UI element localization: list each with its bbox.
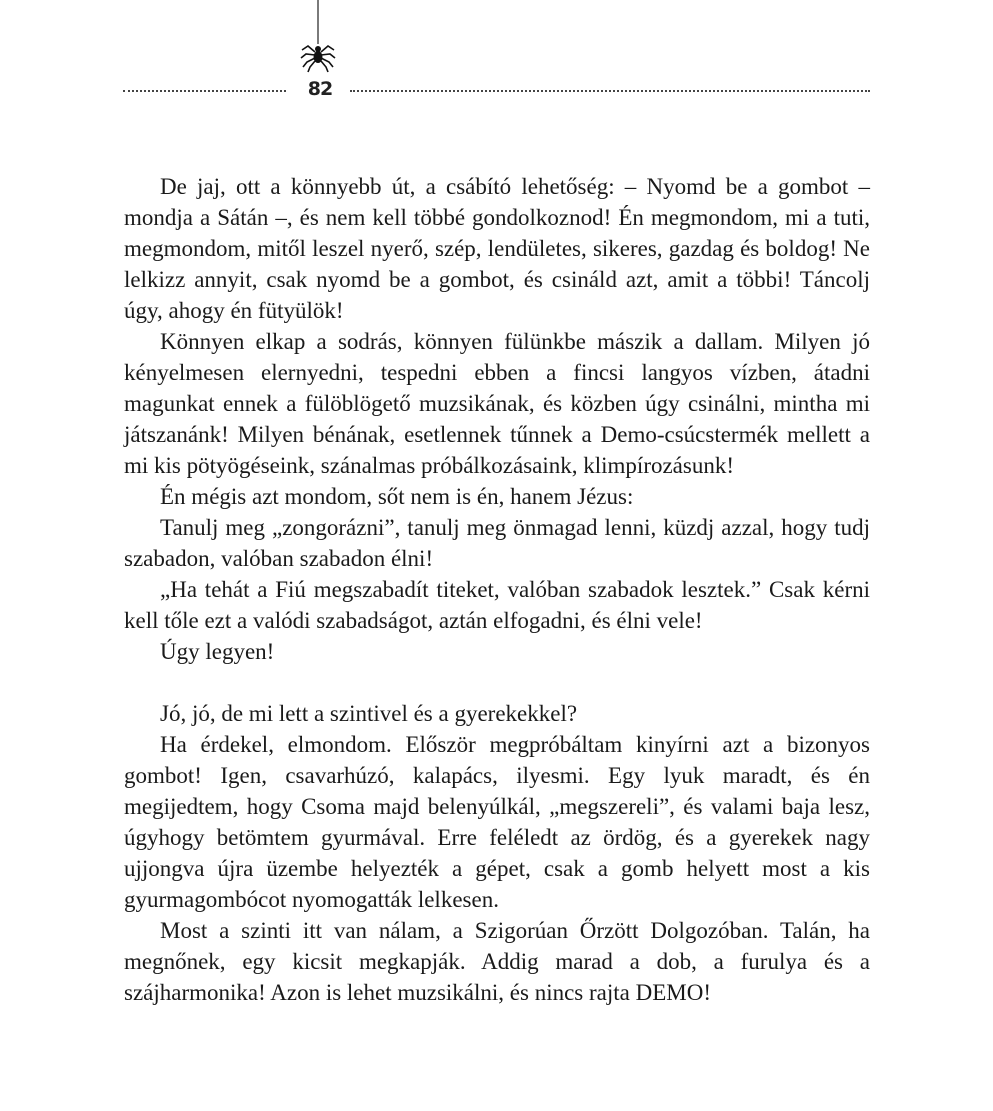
paragraph: Ha érdekel, elmondom. Először megpróbáltam kinyírni azt a bizonyos gombot! Igen, csavarhúzó, kalapács, ilyesmi. Egy lyuk maradt, és én megijedtem, hogy Csoma majd belenyúlkál, „megszereli”, és valami baja lesz, úgyhogy betömtem gyurmával. Erre feléledt az ördög, és a gyerekek nagy ujjongva újra üzembe helyezték a gépet, csak a gomb helyett most a kis gyurmagombócot nyomogatták lelkesen.: [124, 732, 870, 912]
paragraph: Jó, jó, de mi lett a szintivel és a gyerekekkel?: [160, 701, 578, 726]
section-break: [124, 667, 870, 698]
paragraph: Tanulj meg „zongorázni”, tanulj meg önmagad lenni, küzdj azzal, hogy tudj szabadon, valóban szabadon élni!: [124, 515, 870, 571]
body-text: [124, 171, 870, 1008]
paragraph: Én mégis azt mondom, sőt nem is én, hanem Jézus:: [160, 484, 634, 509]
paragraph: Úgy legyen!: [160, 639, 275, 664]
spider-icon: [298, 0, 338, 74]
header-divider-right: [350, 90, 870, 92]
page-number: 82: [307, 78, 333, 100]
header-divider-left: [123, 90, 286, 92]
paragraph: Most a szinti itt van nálam, a Szigorúan Őrzött Dolgozóban. Talán, ha megnőnek, egy kicsit megkapják. Addig marad a dob, a furulya és a szájharmonika! Azon is lehet muzsikálni, és nincs rajta DEMO!: [124, 918, 870, 1005]
paragraph: Könnyen elkap a sodrás, könnyen fülünkbe mászik a dallam. Milyen jó kényelmesen elernyedni, tespedni ebben a fincsi langyos vízben, átadni magunkat ennek a fülöblögető muzsikának, és közben úgy csinálni, mintha mi játszanánk! Milyen bénának, esetlennek tűnnek a Demo-csúcstermék mellett a mi kis pötyögéseink, szánalmas próbálkozásaink, klimpírozásunk!: [124, 329, 870, 478]
paragraph: „Ha tehát a Fiú megszabadít titeket, valóban szabadok lesztek.” Csak kérni kell tőle ezt a valódi szabadságot, aztán elfogadni, és élni vele!: [124, 577, 870, 633]
page-header: [0, 0, 993, 110]
paragraph: De jaj, ott a könnyebb út, a csábító lehetőség: – Nyomd be a gombot – mondja a Sátán –, és nem kell többé gondolkoznod! Én megmondom, mi a tuti, megmondom, mitől leszel nyerő, szép, lendületes, sikeres, gazdag és boldog! Ne lelkizz annyit, csak nyomd be a gombot, és csináld azt, amit a többi! Táncolj úgy, ahogy én fütyülök!: [124, 174, 870, 323]
